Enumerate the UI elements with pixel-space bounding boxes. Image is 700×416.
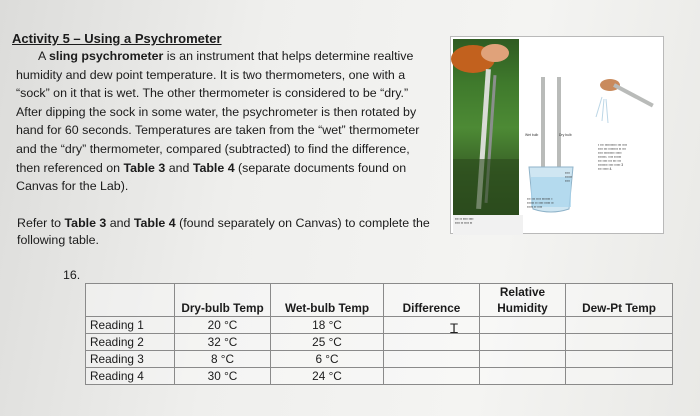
header-relative-humidity-1: Relative: [480, 284, 566, 301]
header-cell-blank: [271, 284, 384, 301]
hand-shape: [481, 44, 509, 62]
table-ref: Table 3: [123, 160, 166, 175]
wet-bulb-label: Wet bulb: [525, 133, 539, 137]
table-row: [86, 317, 673, 334]
photo-drawing: [453, 39, 519, 217]
dry-bulb-value: 30 °C: [175, 368, 271, 385]
relative-humidity-input[interactable]: [480, 351, 566, 368]
header-wet-bulb: Wet-bulb Temp: [271, 300, 384, 317]
row-label: Reading 4: [86, 368, 175, 385]
spray-thermometer: [613, 83, 654, 107]
table-row: [86, 334, 673, 351]
para-line: humidity and dew point temperature. It is two thermometers, one with a: [16, 67, 406, 82]
table-ref: Table 4: [133, 216, 176, 230]
instr-line: following table.: [17, 233, 99, 247]
para-text: then referenced on: [16, 160, 124, 175]
dry-bulb-value: 8 °C: [175, 351, 271, 368]
para-line: After dipping the sock in some water, the psychrometer is then rotated by: [16, 104, 417, 119]
difference-input[interactable]: [384, 317, 480, 334]
sling-psychrometer-photo: [453, 39, 519, 225]
spray-drawing: [594, 37, 662, 227]
instr-text: Refer to: [17, 216, 65, 230]
dew-point-input[interactable]: [566, 351, 673, 368]
wet-bulb-value: 24 °C: [271, 368, 384, 385]
para-line: hand for 60 seconds. Temperatures are taken from the “wet” thermometer: [16, 123, 420, 138]
table-header-row-1: [86, 284, 673, 301]
para-line: Canvas for the Lab).: [16, 179, 129, 194]
row-label: Reading 1: [86, 317, 175, 334]
difference-input[interactable]: [384, 334, 480, 351]
relative-humidity-input[interactable]: [480, 317, 566, 334]
intro-paragraph: [16, 47, 436, 196]
header-dew-point: Dew-Pt Temp: [566, 300, 673, 317]
header-relative-humidity-2: Humidity: [480, 300, 566, 317]
header-cell-blank: [566, 284, 673, 301]
spray-illustration: [594, 37, 662, 227]
dew-point-input[interactable]: [566, 368, 673, 385]
wet-bulb-value: 25 °C: [271, 334, 384, 351]
header-cell-blank: [384, 284, 480, 301]
table-row: [86, 351, 673, 368]
table-ref: Table 4: [192, 160, 235, 175]
table-row: [86, 368, 673, 385]
text-cursor-icon: Ꮖ: [450, 321, 459, 336]
wet-bulb-value: 18 °C: [271, 317, 384, 334]
para-text: is an instrument that helps determine realtive: [163, 49, 414, 63]
difference-input[interactable]: [384, 351, 480, 368]
spray-caption: ▪ ▪▪▪ ▪▪▪▪▪▪▪▪▪▪ ▪▪▪ ▪▪▪▪ ▪▪▪▪ ▪▪▪ ▪▪▪▪▪▪▪▪ ▪▪ ▪▪▪ ▪▪▪▪ ▪▪▪▪▪▪▪▪▪ ▪▪▪▪▪ ▪▪▪▪▪▪▪. ▪▪▪▪ ▪▪▪▪▪▪ ▪▪▪ ▪▪▪▪ ▪▪▪ ▪▪▪ ▪▪▪ ▪▪▪▪▪▪▪▪ ▪▪▪▪ ▪▪▪▪▪ 3 ▪▪▪ ▪▪▪▪▪ 4.: [598, 143, 628, 171]
row-label: Reading 2: [86, 334, 175, 351]
dew-point-input[interactable]: [566, 334, 673, 351]
psychrometer-table: [85, 283, 673, 385]
water-caption: ▪▪▪▪ ▪▪▪▪▪▪ ▪▪▪▪: [565, 171, 573, 183]
psychrometer-figure: [450, 36, 664, 234]
header-reading: [86, 300, 175, 317]
para-text: (separate documents found on: [234, 160, 407, 175]
table-header-row-2: [86, 300, 673, 317]
flask-caption: ▪▪▪ ▪▪▪ ▪▪▪▪ ▪▪▪▪▪▪▪ ▪ ▪▪▪▪▪▪ ▪▪ ▪▪▪▪ ▪▪▪▪▪ ▪▪ ▪▪▪▪▪ ▪▪ ▪▪▪▪: [527, 197, 554, 209]
wet-bulb-value: 6 °C: [271, 351, 384, 368]
activity-title: Activity 5 – Using a Psychrometer: [12, 31, 222, 46]
instructions: [17, 215, 437, 249]
header-cell-blank: [175, 284, 271, 301]
dry-bulb-label: Dry bulb: [559, 133, 572, 137]
dry-bulb-value: 20 °C: [175, 317, 271, 334]
para-text: and: [165, 160, 193, 175]
para-line: and the “dry” thermometer, compared (subtracted) to find the difference,: [16, 141, 410, 156]
header-difference: Difference: [384, 300, 480, 317]
header-dry-bulb: Dry-bulb Temp: [175, 300, 271, 317]
dew-point-input[interactable]: [566, 317, 673, 334]
photo-caption: ▪▪▪ ▪▪ ▪▪▪▪ ▪▪▪▪ ▪▪▪▪ ▪▪ ▪▪▪▪ ▪▪: [453, 215, 523, 235]
difference-input[interactable]: [384, 368, 480, 385]
row-label: Reading 3: [86, 351, 175, 368]
spray-lines: [596, 97, 608, 123]
flask-illustration: [519, 37, 594, 227]
ground-shape: [453, 159, 519, 217]
header-cell-blank: [86, 284, 175, 301]
dry-bulb-value: 32 °C: [175, 334, 271, 351]
instr-text: and: [106, 216, 134, 230]
para-line: “sock” on it that is wet. The other thermometer is considered to be “dry.”: [16, 86, 409, 101]
relative-humidity-input[interactable]: [480, 334, 566, 351]
para-bold-term: sling psychrometer: [49, 49, 164, 63]
table-ref: Table 3: [64, 216, 107, 230]
para-text: A: [38, 49, 50, 63]
instr-text: (found separately on Canvas) to complete the: [175, 216, 430, 230]
question-number: 16.: [63, 268, 81, 282]
relative-humidity-input[interactable]: [480, 368, 566, 385]
